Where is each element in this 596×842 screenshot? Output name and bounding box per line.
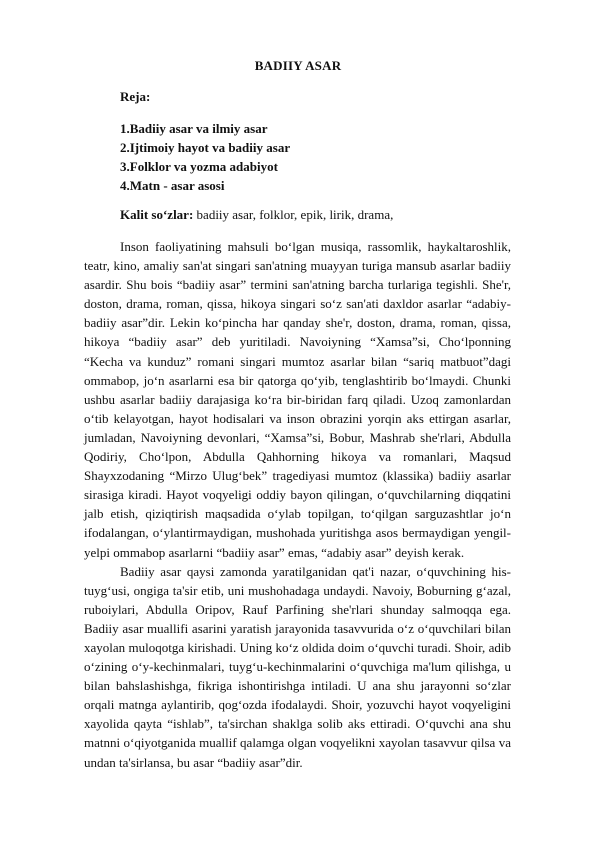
plan-item: 2.Ijtimoiy hayot va badiiy asar xyxy=(120,140,291,155)
plan-label: Reja: xyxy=(120,89,151,104)
keywords-text: badiiy asar, folklor, epik, lirik, drama, xyxy=(193,207,394,222)
keywords-line xyxy=(120,207,393,223)
paragraph: Inson faoliyatining mahsuli bo‘lgan musiqa, rassomlik, haykaltaroshlik, teatr, kino, amaliy san'at singari san'atning muayyan turiga mansub asarlar badiiy asardir. Shu bois “badiiy asar” termini san'atning barcha turlariga tegishli. She'r, doston, drama, roman, qissa, hikoya singari so‘z san'ati daxldor asarlar “adabiy-badiiy asar”dir. Lekin ko‘pincha har qanday she'r, doston, drama, roman, qissa, hikoya “badiiy asar” deb yuritiladi. Navoiyning “Xamsa”si, Cho‘lponning “Kecha va kunduz” romani singari mumtoz asarlar bilan “sariq matbuot”dagi ommabop, jo‘n asarlarni esa bir qatorga qo‘yib, tenglashtirib bo‘lmaydi. Chunki ushbu asarlar badiiy darajasiga ko‘ra bir-biridan farq qiladi. Uzoq zamonlardan o‘tib kelayotgan, hayot hodisalari va inson obrazini yorqin aks ettirgan asarlar, jumladan, Navoiyning devonlari, “Xamsa”si, Bobur, Mashrab she'rlari, Abdulla Qodiriy, Cho‘lpon, Abdulla Qahhorning hikoya va romanlari, Maqsud Shayxzodaning “Mirzo Ulug‘bek” tragediyasi mumtoz (klassika) badiiy asarlar sirasiga kiradi. Hayot voqyeligi oddiy bayon qilingan, o‘quvchilarning diqqatini jalb etish, qiziqtirish maqsadida o‘ylab topilgan, to‘qilgan sarguzashtlar jo‘n ifodalangan, o‘ylantirmaydigan, mushohada yuritishga asos bermaydigan yengil-yelpi ommabop asarlarni “badiiy asar” emas, “adabiy asar” deyish kerak. xyxy=(84,239,511,560)
body-text xyxy=(84,237,511,772)
plan-item: 3.Folklor va yozma adabiyot xyxy=(120,159,278,174)
keywords-label: Kalit so‘zlar: xyxy=(120,207,194,222)
plan-list xyxy=(120,119,290,195)
page-title: BADIIY ASAR xyxy=(254,58,342,73)
paragraph: Badiiy asar qaysi zamonda yaratilganidan qat'i nazar, o‘quvchining his-tuyg‘usi, ongiga ta'sir etib, uni mushohadaga undaydi. Navoiy, Boburning g‘azal, ruboiylari, Abdulla Oripov, Rauf Parfining she'rlari shunday salmoqqa ega. Badiiy asar muallifi asarini yaratish jarayonida tasavvurida o‘z o‘quvchilari bilan xayolan muloqotga kirishadi. Uning ko‘z oldida doim o‘quvchi turadi. Shoir, adib o‘zining o‘y-kechinmalari, tuyg‘u-kechinmalarini o‘quvchiga ma'lum qilishga, u bilan bahslashishga, fikriga ishontirishga intiladi. U ana shu jarayonni so‘zlar orqali matnga aylantirib, qog‘ozda ifodalaydi. Shoir, yozuvchi hayot voqyeligini xayolida qayta “ishlab”, ta'sirchan shaklga solib aks ettiradi. O‘quvchi ana shu matnni o‘qiyotganida muallif qalamga olgan voqyelikni xayolan tasavvur qilsa va undan ta'sirlansa, bu asar “badiiy asar”dir. xyxy=(84,563,511,770)
plan-item: 1.Badiiy asar va ilmiy asar xyxy=(120,121,268,136)
plan-item: 4.Matn - asar asosi xyxy=(120,178,225,193)
